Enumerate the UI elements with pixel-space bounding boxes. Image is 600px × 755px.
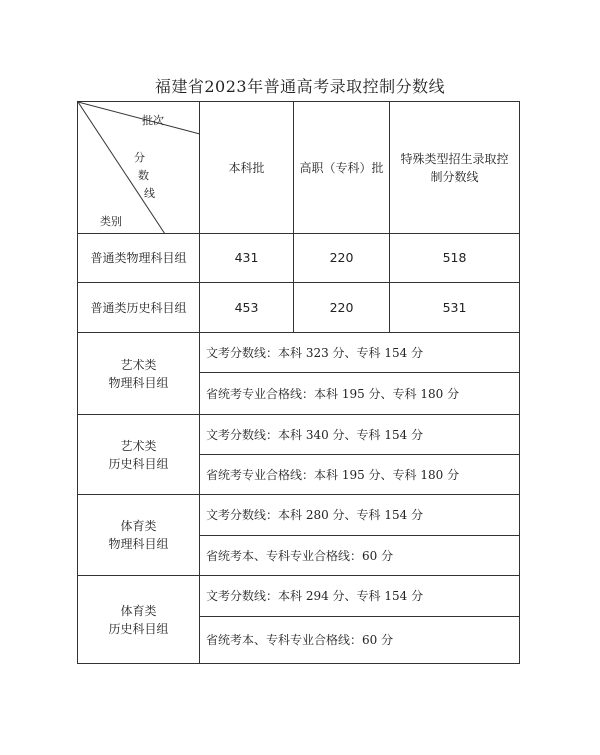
score-cell: 220: [294, 234, 390, 283]
group-line-professional: 省统考本、专科专业合格线：60 分: [200, 536, 520, 576]
group-line-professional: 省统考本、专科专业合格线：60 分: [200, 617, 520, 664]
score-cell: 453: [200, 283, 294, 333]
group-line-culture: 文考分数线：本科 340 分、专科 154 分: [200, 415, 520, 455]
header-special: 特殊类型招生录取控制分数线: [390, 102, 520, 234]
header-row: [78, 102, 520, 234]
corner-label-shu: 数: [138, 169, 149, 182]
group-row: [78, 576, 520, 617]
group-row: [78, 333, 520, 373]
group-category: 体育类: [120, 603, 157, 618]
corner-label-category: 类别: [100, 215, 122, 228]
corner-label-batch: 批次: [142, 114, 164, 127]
group-line-culture: 文考分数线：本科 323 分、专科 154 分: [200, 333, 520, 373]
group-subject: 历史科目组: [108, 456, 169, 471]
group-category: 艺术类: [120, 438, 157, 453]
row-label: 普通类历史科目组: [78, 283, 200, 333]
group-row: [78, 415, 520, 455]
score-cell: 518: [390, 234, 520, 283]
group-subject: 历史科目组: [108, 621, 169, 636]
header-vocational: 高职（专科）批: [294, 102, 390, 234]
corner-label-fen: 分: [134, 151, 145, 164]
group-subject: 物理科目组: [108, 375, 169, 390]
corner-diagonals: [78, 102, 200, 234]
group-line-professional: 省统考专业合格线：本科 195 分、专科 180 分: [200, 455, 520, 495]
group-label: [78, 415, 200, 495]
group-category: 艺术类: [120, 357, 157, 372]
row-label: 普通类物理科目组: [78, 234, 200, 283]
group-label: [78, 495, 200, 576]
group-line-culture: 文考分数线：本科 280 分、专科 154 分: [200, 495, 520, 536]
score-cell: 531: [390, 283, 520, 333]
page-title: 福建省2023年普通高考录取控制分数线: [154, 77, 446, 96]
group-subject: 物理科目组: [108, 537, 169, 551]
score-table: [77, 101, 520, 664]
group-label: [78, 576, 200, 664]
table-row: [78, 283, 520, 333]
table-row: [78, 234, 520, 283]
group-label: [78, 333, 200, 415]
group-category: 体育类: [120, 519, 157, 533]
group-row: [78, 495, 520, 536]
group-line-professional: 省统考专业合格线：本科 195 分、专科 180 分: [200, 373, 520, 415]
corner-label-xian: 线: [144, 187, 155, 200]
header-bachelor: 本科批: [200, 102, 294, 234]
score-cell: 431: [200, 234, 294, 283]
score-cell: 220: [294, 283, 390, 333]
corner-cell: [78, 102, 200, 234]
group-line-culture: 文考分数线：本科 294 分、专科 154 分: [200, 576, 520, 617]
